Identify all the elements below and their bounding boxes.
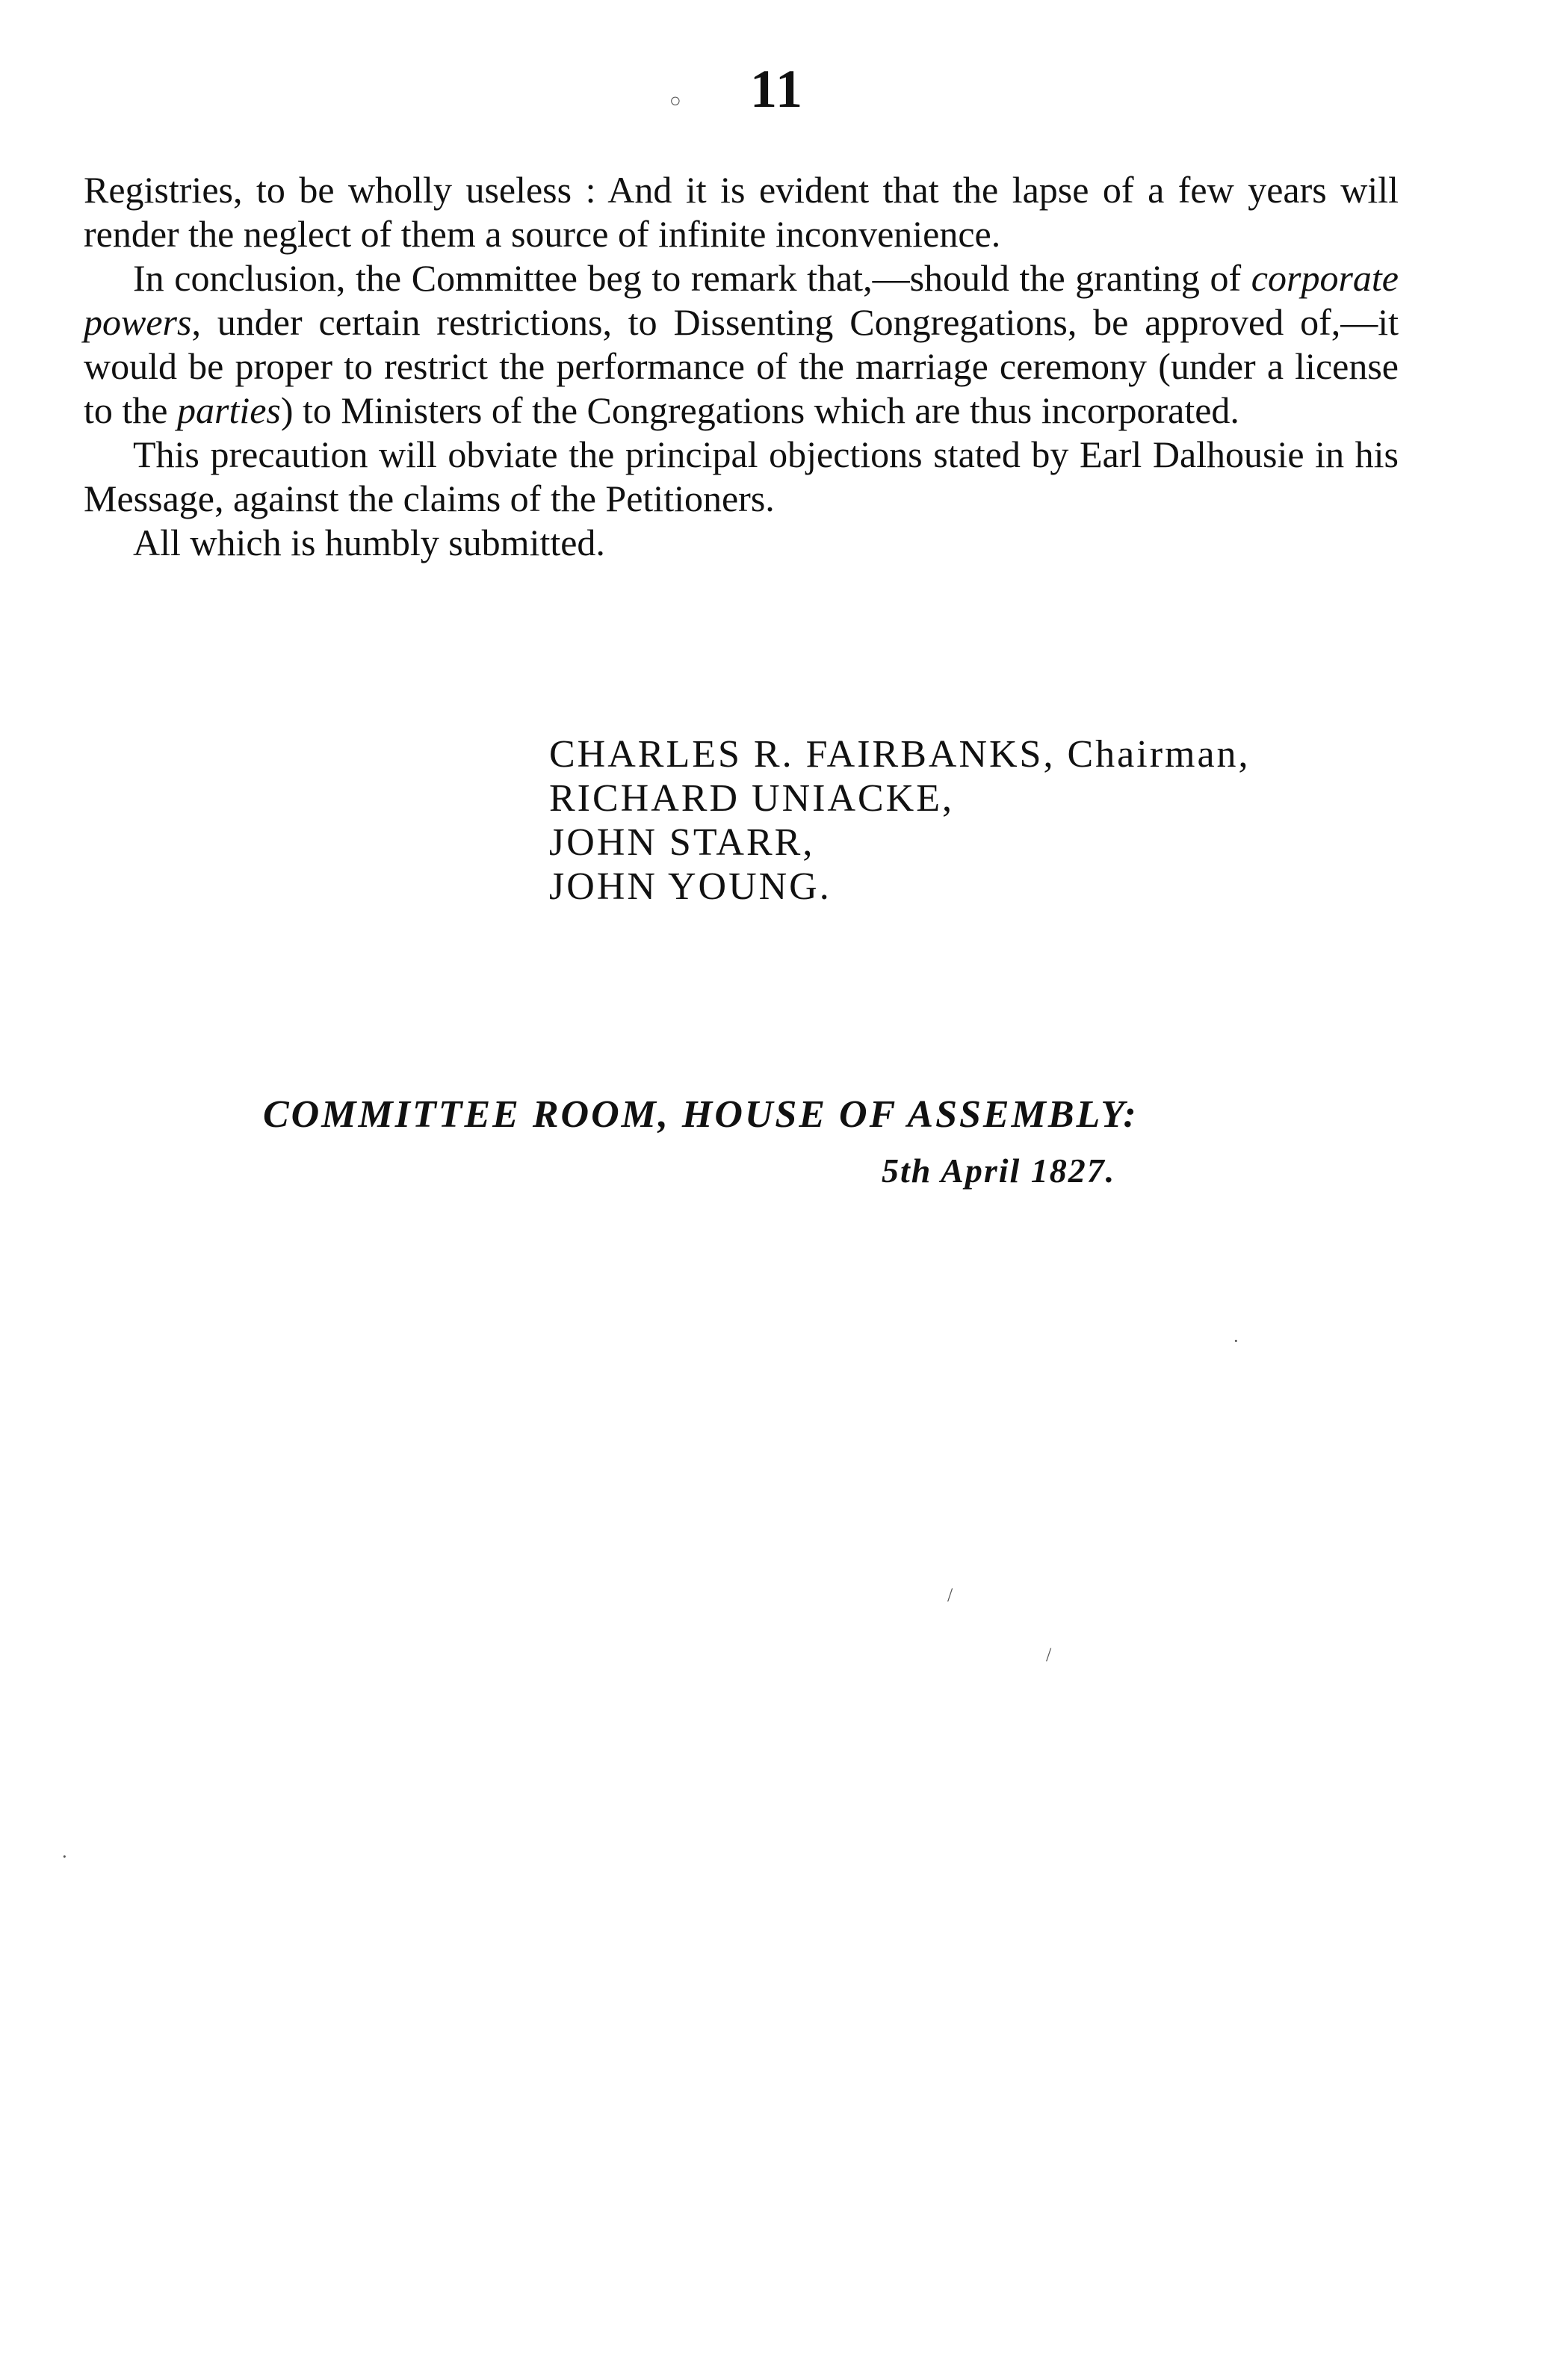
document-body bbox=[84, 168, 1399, 565]
signature-starr: JOHN STARR, bbox=[549, 821, 815, 864]
print-speck: · bbox=[1233, 1330, 1239, 1352]
committee-room-line: COMMITTEE ROOM, HOUSE OF ASSEMBLY: bbox=[263, 1093, 1139, 1136]
parties-emphasis: parties bbox=[176, 389, 281, 431]
committee-date: 5th April 1827. bbox=[882, 1152, 1116, 1190]
signature-young: JOHN YOUNG. bbox=[549, 865, 832, 908]
signature-block bbox=[549, 732, 1251, 909]
conclusion-text-middle: , under certain restrictions, to Dissenting Congregations, be approved of,—it would be proper to restrict the performance of the marriage ceremony (under a license to the bbox=[84, 301, 1399, 431]
paragraph-registries: Registries, to be wholly useless : And it is evident that the lapse of a few years will render the neglect of them a source of infinite inconvenience. bbox=[84, 169, 1399, 255]
print-speck: · bbox=[61, 1846, 68, 1867]
print-speck: / bbox=[1046, 1644, 1052, 1666]
paragraph-precaution: This precaution will obviate the principal objections stated by Earl Dalhousie in his Message, against the claims of the Petitioners. bbox=[84, 433, 1399, 519]
corporate-powers-emphasis: corporate powers bbox=[84, 257, 1399, 343]
print-speck: ○ bbox=[669, 90, 681, 111]
page-number: 11 bbox=[749, 59, 805, 119]
conclusion-text-start: In conclusion, the Committee beg to remark that,—should the granting of bbox=[133, 257, 1251, 299]
signature-uniacke: RICHARD UNIACKE, bbox=[549, 777, 954, 820]
conclusion-text-end: ) to Ministers of the Congregations which are thus incorporated. bbox=[280, 389, 1239, 431]
print-speck: / bbox=[947, 1584, 953, 1606]
signature-fairbanks: CHARLES R. FAIRBANKS, Chairman, bbox=[549, 733, 1251, 776]
paragraph-conclusion bbox=[84, 256, 1399, 433]
paragraph-submitted: All which is humbly submitted. bbox=[133, 522, 605, 563]
